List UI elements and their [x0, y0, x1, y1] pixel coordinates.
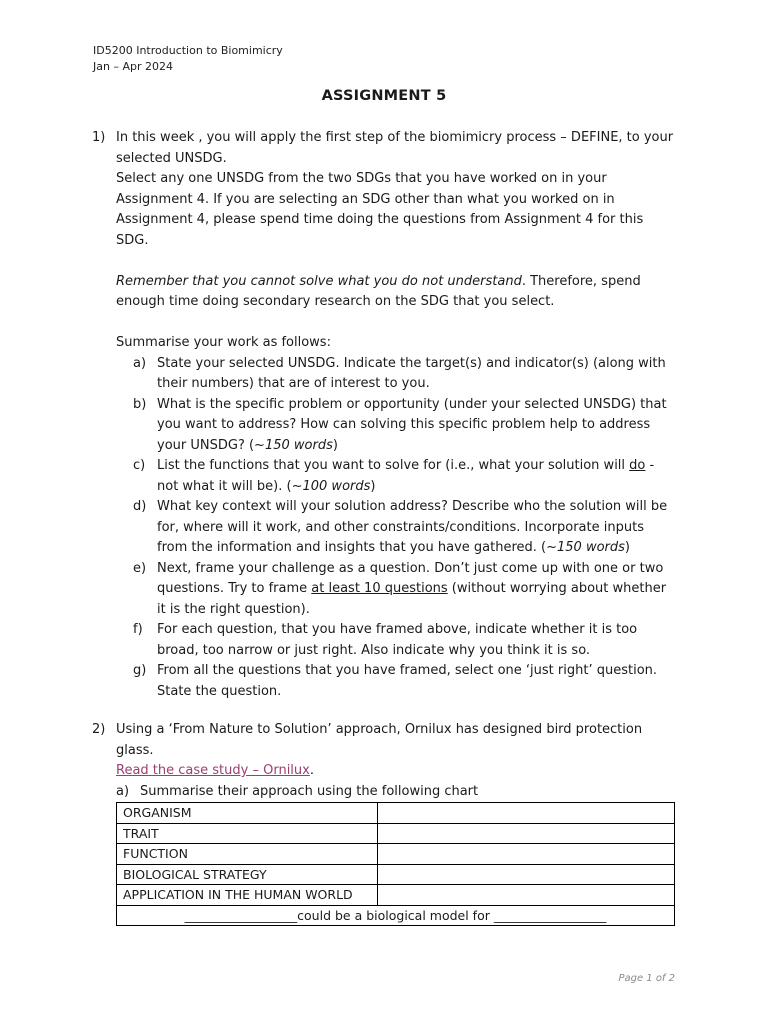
- table-cell-answer: [378, 823, 675, 844]
- assignment-title: ASSIGNMENT 5: [321, 88, 447, 104]
- table-row: [117, 844, 675, 865]
- question-2-body: [116, 720, 676, 802]
- list-item: [116, 497, 676, 559]
- item-text: What is the specific problem or opportunity (under your selected UNSDG) that you want to address? How can solving this specific problem help to address your UNSDG? (: [157, 396, 667, 453]
- list-item: [116, 620, 676, 661]
- question-1-number: 1): [92, 130, 106, 145]
- document-header: [93, 43, 283, 75]
- q1-remember: [116, 272, 676, 313]
- table-cell-label: APPLICATION IN THE HUMAN WORLD: [117, 885, 378, 906]
- course-name: ID5200 Introduction to Biomimicry: [93, 44, 283, 57]
- item-text: For each question, that you have framed above, indicate whether it is too broad, too narrow or just right. Also indicate why you think it is so.: [157, 622, 638, 658]
- link-period: .: [309, 763, 314, 778]
- underlined-text: do: [629, 458, 646, 473]
- table-cell-label: BIOLOGICAL STRATEGY: [117, 864, 378, 885]
- case-study-link[interactable]: Read the case study – Ornilux: [116, 763, 310, 778]
- question-1-body: [116, 128, 676, 702]
- q1-sub-list: [116, 354, 676, 703]
- item-letter: a): [133, 355, 147, 371]
- item-text: List the functions that you want to solve for (i.e., what your solution will: [157, 458, 630, 473]
- table-cell-answer: [378, 803, 675, 824]
- underlined-text: at least 10 questions: [311, 581, 448, 596]
- table-cell-answer: [378, 844, 675, 865]
- item-close: ): [332, 437, 338, 453]
- page-number: Page 1 of 2: [618, 973, 675, 984]
- item-text: Summarise their approach using the following chart: [140, 783, 479, 799]
- word-count: ~150 words: [254, 437, 333, 453]
- q2-text: Using a ‘From Nature to Solution’ approach, Ornilux has designed bird protection glass.: [116, 722, 643, 758]
- item-text: State your selected UNSDG. Indicate the target(s) and indicator(s) (along with their numbers) that are of interest to you.: [157, 355, 666, 391]
- item-text: (without worrying about whether it is the right question).: [157, 581, 667, 617]
- table-cell-label: FUNCTION: [117, 844, 378, 865]
- item-text: From all the questions that you have framed, select one ‘just right’ question. State the question.: [157, 663, 658, 699]
- q1-remember-rest: . Therefore, spend enough time doing secondary research on the SDG that you select.: [116, 273, 641, 309]
- q1-summarise: Summarise your work as follows:: [116, 335, 331, 350]
- table-row: [117, 905, 675, 926]
- q2-link-line: [116, 761, 676, 782]
- table-row: [117, 885, 675, 906]
- q1-intro: In this week , you will apply the first step of the biomimicry process – DEFINE, to your selected UNSDG.: [116, 130, 674, 166]
- item-close: ): [624, 540, 630, 555]
- item-text: - not what it will be). (: [157, 458, 655, 494]
- item-letter: e): [133, 560, 147, 576]
- item-text: Next, frame your challenge as a question. Don’t just come up with one or two questions. Try to frame: [157, 560, 664, 596]
- table-footer-cell: __________________could be a biological model for __________________: [117, 905, 675, 926]
- item-letter: a): [116, 783, 130, 799]
- approach-chart-table: [116, 802, 675, 926]
- list-item: [116, 456, 676, 497]
- item-letter: f): [133, 622, 143, 637]
- word-count: ~150 words: [546, 540, 625, 555]
- q1-remember-italic: Remember that you cannot solve what you do not understand: [116, 273, 522, 289]
- q1-select: Select any one UNSDG from the two SDGs that you have worked on in your Assignment 4. If you are selecting an SDG other than what you worked on in Assignment 4, please spend time doing the questions from Assignment 4 for this SDG.: [116, 171, 644, 248]
- word-count: ~100 words: [291, 478, 371, 494]
- item-letter: c): [133, 458, 146, 473]
- list-item: [116, 661, 676, 702]
- table-row: [117, 864, 675, 885]
- question-2-number: 2): [92, 722, 106, 737]
- list-item: [116, 395, 676, 457]
- table-cell-answer: [378, 864, 675, 885]
- table-cell-label: TRAIT: [117, 823, 378, 844]
- list-item: [116, 782, 676, 803]
- item-close: ): [370, 478, 376, 494]
- list-item: [116, 354, 676, 395]
- table-cell-label: ORGANISM: [117, 803, 378, 824]
- course-term: Jan – Apr 2024: [93, 60, 173, 73]
- list-item: [116, 559, 676, 621]
- table-cell-answer: [378, 885, 675, 906]
- item-letter: b): [133, 396, 147, 412]
- table-row: [117, 823, 675, 844]
- table-row: [117, 803, 675, 824]
- item-letter: g): [133, 663, 147, 678]
- item-letter: d): [133, 499, 147, 514]
- item-text: What key context will your solution address? Describe who the solution will be for, where will it work, and other constraints/conditions. Incorporate inputs from the information and insights that you have gathered. (: [157, 499, 668, 555]
